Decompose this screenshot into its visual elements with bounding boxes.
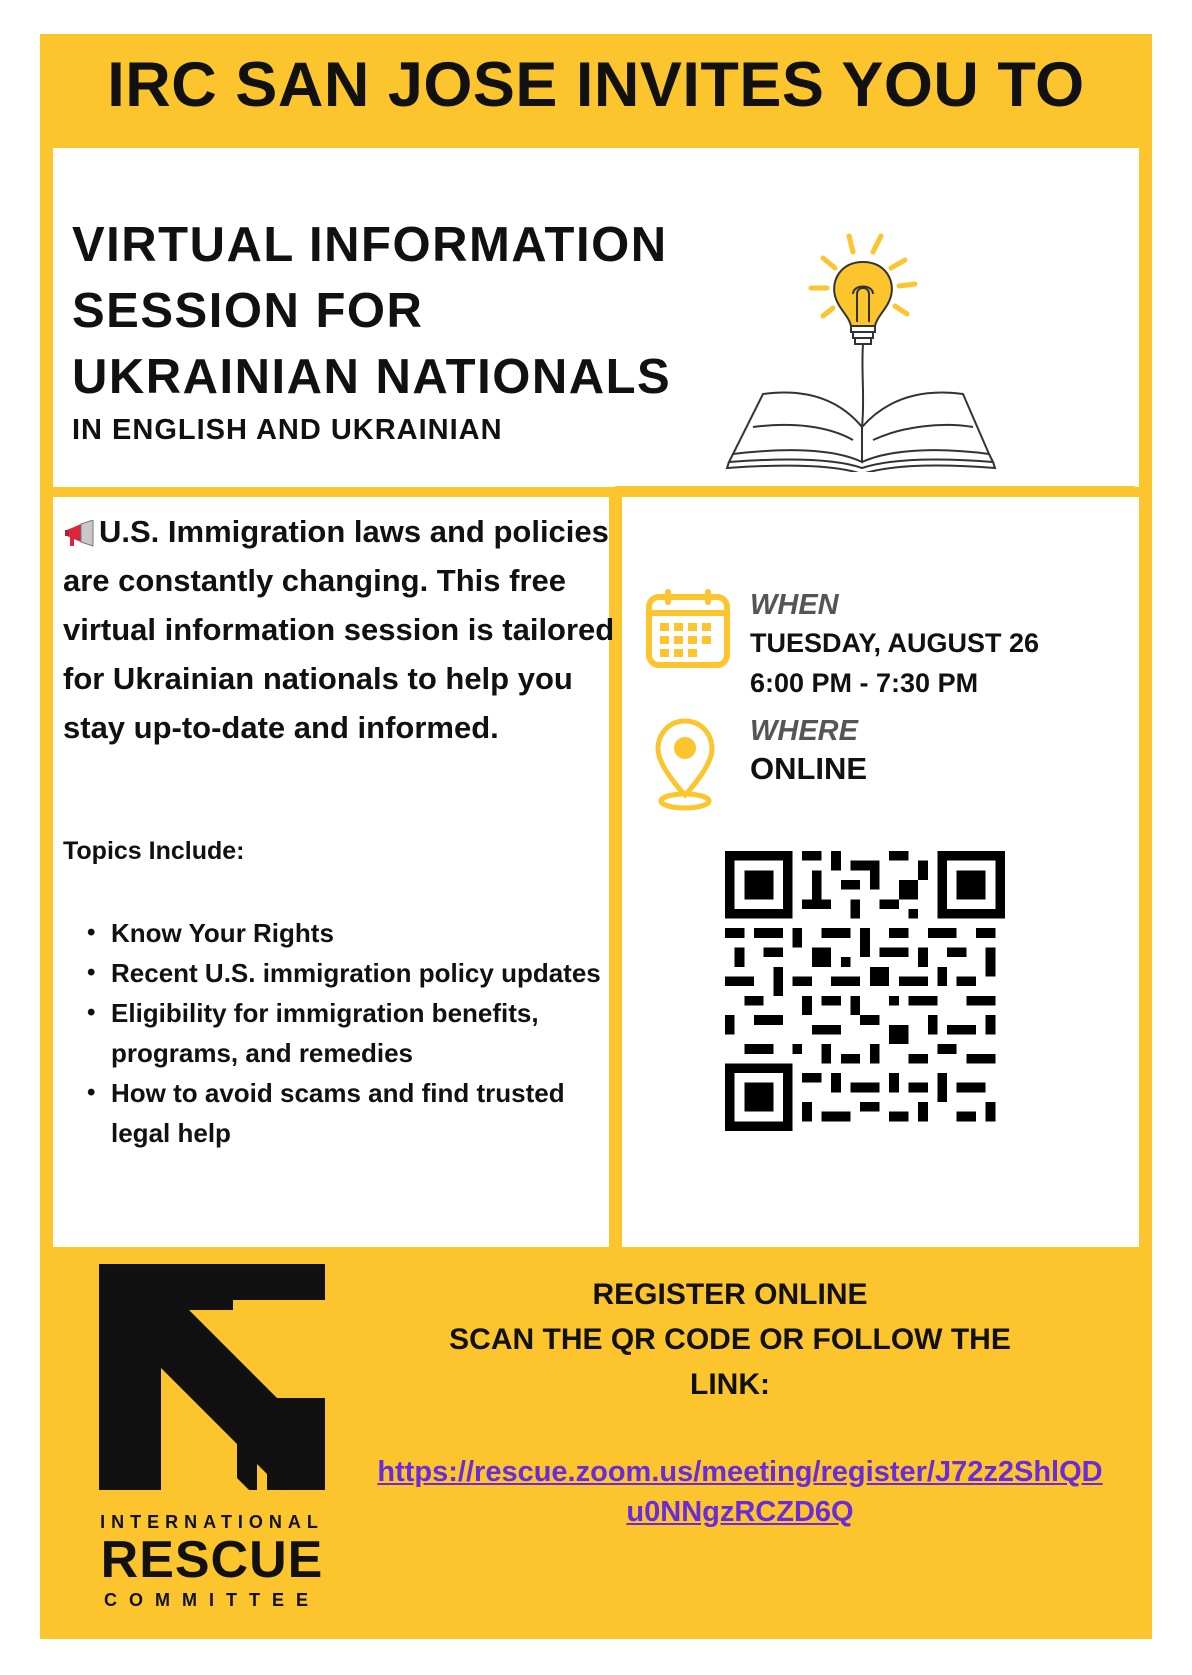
- event-title-line-2: SESSION FOR: [72, 284, 424, 338]
- lightbulb-book-icon: [723, 222, 1023, 472]
- calendar-icon: [645, 587, 731, 669]
- event-title-line-3: UKRAINIAN NATIONALS: [72, 350, 672, 404]
- event-date: TUESDAY, AUGUST 26: [750, 628, 1040, 658]
- header-title: IRC SAN JOSE INVITES YOU TO: [107, 50, 1085, 120]
- logo-committee: COMMITTEE: [104, 1590, 320, 1610]
- megaphone-icon: [63, 520, 97, 548]
- register-instructions: [370, 1272, 1090, 1407]
- event-location: ONLINE: [750, 751, 868, 786]
- details-panel: [622, 497, 1139, 1247]
- logo-international: INTERNATIONAL: [100, 1512, 324, 1532]
- irc-logo-arrow: [99, 1264, 325, 1490]
- intro-paragraph: [63, 507, 618, 752]
- irc-logo: [99, 1264, 325, 1610]
- description-panel: [53, 497, 615, 1247]
- title-panel: [53, 148, 1139, 487]
- where-label: WHERE: [750, 715, 858, 747]
- event-title-line-1: VIRTUAL INFORMATION: [72, 218, 668, 272]
- logo-rescue: RESCUE: [100, 1531, 324, 1589]
- event-time: 6:00 PM - 7:30 PM: [750, 668, 979, 698]
- when-block: [750, 587, 1039, 703]
- list-item: • How to avoid scams and find trusted legal help: [81, 1073, 609, 1153]
- qr-code[interactable]: [725, 851, 1005, 1131]
- register-line-3: LINK:: [690, 1368, 770, 1401]
- register-line-2: SCAN THE QR CODE OR FOLLOW THE: [449, 1323, 1011, 1356]
- divider-line: [615, 486, 1135, 497]
- intro-text: U.S. Immigration laws and policies are constantly changing. This free virtual information session is tailored for Ukrainian nationals to help you stay up-to-date and informed.: [63, 514, 615, 745]
- location-pin-icon: [650, 715, 720, 813]
- list-item: • Eligibility for immigration benefits, programs, and remedies: [81, 993, 609, 1073]
- register-line-1: REGISTER ONLINE: [592, 1278, 868, 1311]
- registration-link[interactable]: https://rescue.zoom.us/meeting/register/J72z2ShlQDu0NNgzRCZD6Q: [377, 1456, 1103, 1528]
- topics-list: [81, 913, 609, 1153]
- where-block: [750, 713, 867, 789]
- event-title: [72, 212, 732, 410]
- when-label: WHEN: [750, 589, 839, 621]
- list-item: • Know Your Rights: [81, 913, 609, 953]
- event-subtitle: IN ENGLISH AND UKRAINIAN: [72, 414, 503, 446]
- list-item: • Recent U.S. immigration policy updates: [81, 953, 609, 993]
- flyer: [40, 34, 1152, 1639]
- topics-heading: Topics Include:: [63, 837, 245, 865]
